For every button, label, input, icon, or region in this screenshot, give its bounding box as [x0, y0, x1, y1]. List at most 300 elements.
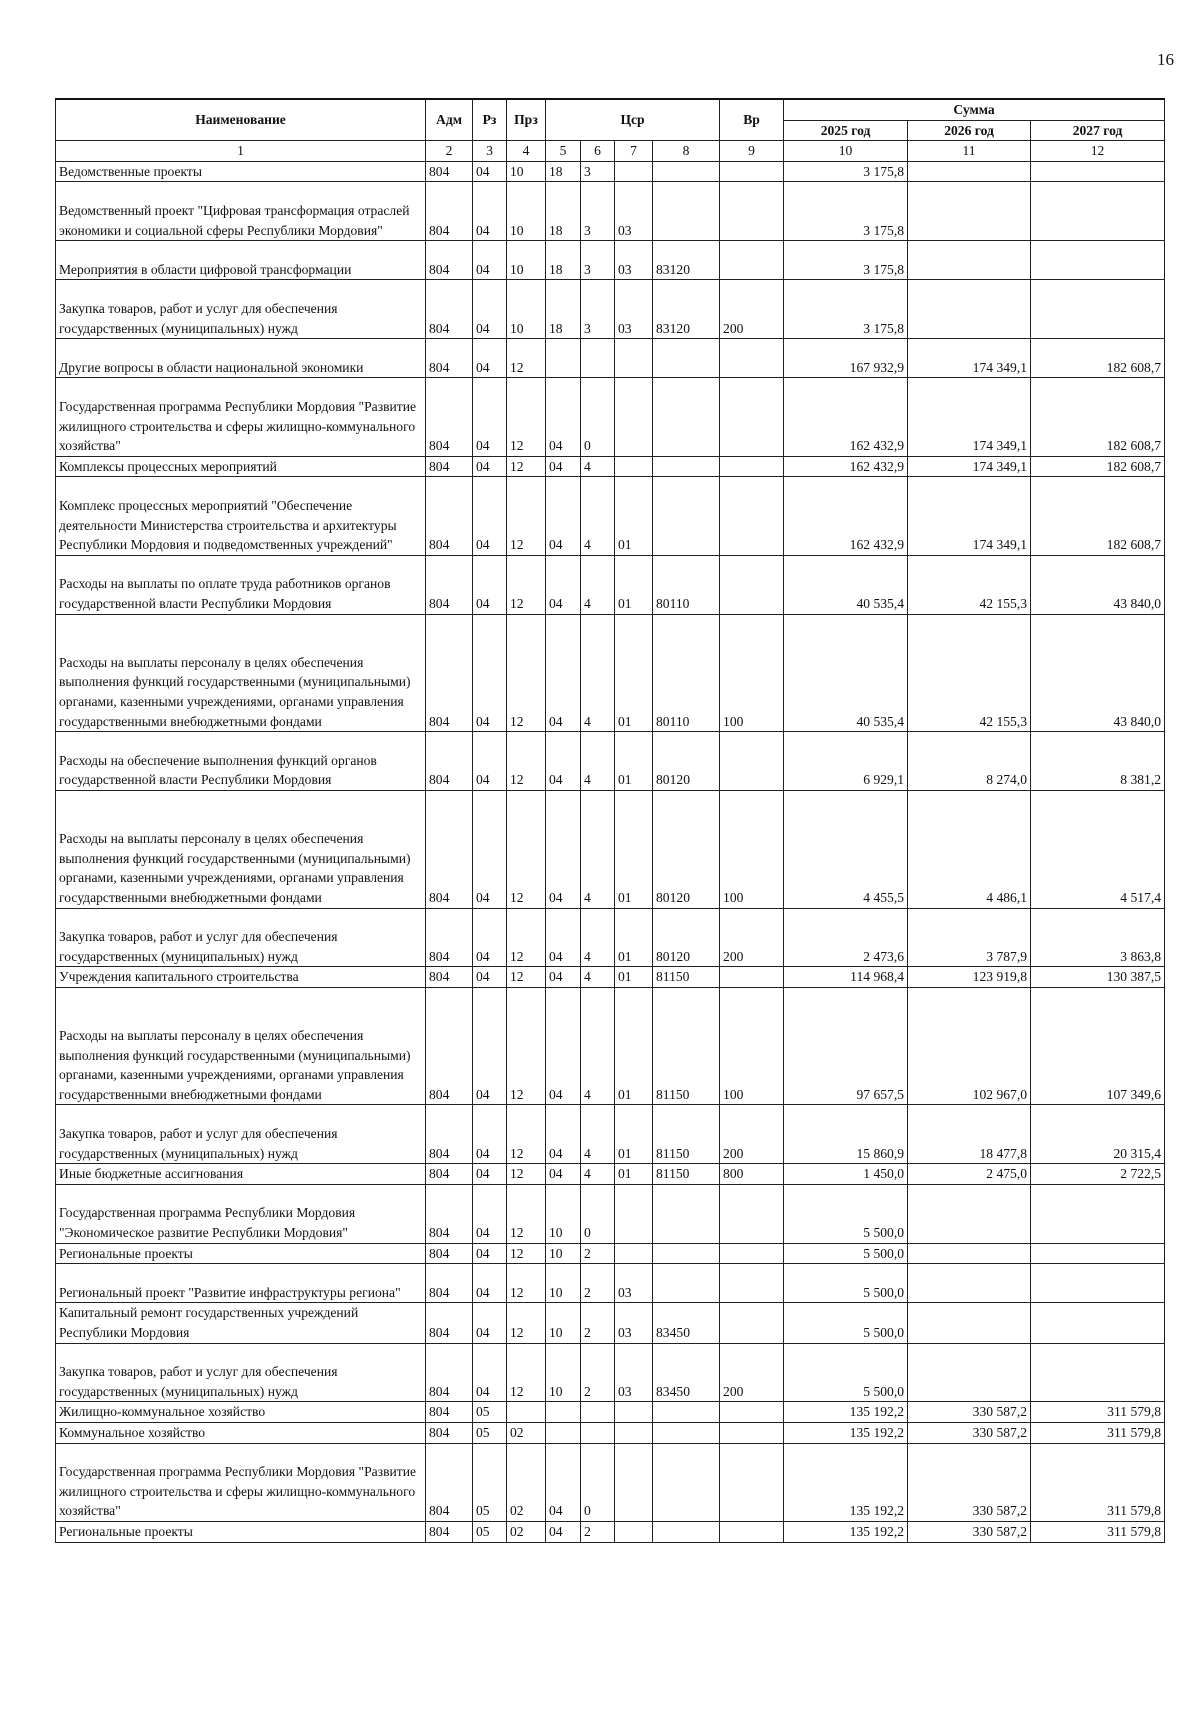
table-row [56, 987, 1165, 1105]
cell-rz: 04 [473, 280, 507, 339]
cell-rz: 04 [473, 1243, 507, 1264]
cell-prz: 12 [507, 908, 546, 967]
cell-sum-2026: 330 587,2 [908, 1423, 1031, 1444]
table-row [56, 1402, 1165, 1423]
cell-csr-7: 01 [615, 908, 653, 967]
cell-sum-2026: 174 349,1 [908, 456, 1031, 477]
cell-sum-2025: 167 932,9 [784, 339, 908, 378]
cell-sum-2027: 182 608,7 [1031, 378, 1165, 456]
row-name: Комплексы процессных мероприятий [56, 456, 426, 477]
cell-vr: 100 [720, 614, 784, 732]
header-csr: Цср [546, 99, 720, 141]
cell-csr-8 [653, 1522, 720, 1543]
cell-sum-2026: 2 475,0 [908, 1164, 1031, 1185]
cell-csr-8 [653, 339, 720, 378]
column-number: 9 [720, 141, 784, 162]
cell-csr-5: 10 [546, 1303, 581, 1343]
cell-sum-2027: 3 863,8 [1031, 908, 1165, 967]
cell-csr-8 [653, 477, 720, 555]
cell-sum-2025: 5 500,0 [784, 1303, 908, 1343]
cell-sum-2027: 2 722,5 [1031, 1164, 1165, 1185]
cell-csr-8: 81150 [653, 967, 720, 988]
cell-csr-8 [653, 456, 720, 477]
cell-csr-8: 83450 [653, 1303, 720, 1343]
cell-csr-6: 3 [581, 280, 615, 339]
table-row [56, 339, 1165, 378]
cell-sum-2025: 2 473,6 [784, 908, 908, 967]
cell-csr-6: 4 [581, 1164, 615, 1185]
cell-csr-6: 2 [581, 1343, 615, 1402]
cell-sum-2025: 15 860,9 [784, 1105, 908, 1164]
cell-sum-2027: 182 608,7 [1031, 339, 1165, 378]
cell-sum-2025: 135 192,2 [784, 1443, 908, 1521]
cell-adm: 804 [426, 908, 473, 967]
cell-csr-8: 80120 [653, 732, 720, 791]
cell-csr-6: 2 [581, 1303, 615, 1343]
cell-rz: 04 [473, 614, 507, 732]
cell-sum-2027 [1031, 1343, 1165, 1402]
table-row [56, 1105, 1165, 1164]
cell-adm: 804 [426, 241, 473, 280]
cell-sum-2025: 162 432,9 [784, 477, 908, 555]
cell-rz: 04 [473, 241, 507, 280]
cell-rz: 04 [473, 378, 507, 456]
cell-sum-2027 [1031, 182, 1165, 241]
column-number: 3 [473, 141, 507, 162]
table-row [56, 1264, 1165, 1303]
cell-csr-7 [615, 1243, 653, 1264]
table-row [56, 241, 1165, 280]
cell-prz: 12 [507, 967, 546, 988]
cell-csr-5: 04 [546, 732, 581, 791]
table-body [56, 161, 1165, 1542]
cell-sum-2026: 102 967,0 [908, 987, 1031, 1105]
cell-prz: 12 [507, 790, 546, 908]
row-name: Региональные проекты [56, 1522, 426, 1543]
cell-sum-2026: 8 274,0 [908, 732, 1031, 791]
cell-vr [720, 1423, 784, 1444]
cell-csr-5: 04 [546, 614, 581, 732]
row-name: Региональные проекты [56, 1243, 426, 1264]
cell-csr-8 [653, 1243, 720, 1264]
cell-rz: 04 [473, 456, 507, 477]
cell-sum-2025: 135 192,2 [784, 1522, 908, 1543]
cell-prz: 10 [507, 280, 546, 339]
column-number: 10 [784, 141, 908, 162]
cell-sum-2025: 4 455,5 [784, 790, 908, 908]
cell-sum-2025: 162 432,9 [784, 378, 908, 456]
cell-csr-7: 01 [615, 967, 653, 988]
column-number: 8 [653, 141, 720, 162]
header-year-2026: 2026 год [908, 120, 1031, 141]
cell-prz: 12 [507, 456, 546, 477]
cell-csr-7: 01 [615, 614, 653, 732]
row-name: Закупка товаров, работ и услуг для обеспечения государственных (муниципальных) нужд [56, 908, 426, 967]
cell-csr-7: 01 [615, 1164, 653, 1185]
row-name: Мероприятия в области цифровой трансформации [56, 241, 426, 280]
cell-vr: 200 [720, 1105, 784, 1164]
cell-sum-2026 [908, 1343, 1031, 1402]
cell-rz: 04 [473, 967, 507, 988]
column-number: 7 [615, 141, 653, 162]
table-row [56, 908, 1165, 967]
cell-vr [720, 182, 784, 241]
cell-csr-5: 04 [546, 1443, 581, 1521]
cell-rz: 04 [473, 1264, 507, 1303]
cell-csr-6: 4 [581, 614, 615, 732]
row-name: Ведомственный проект "Цифровая трансформация отраслей экономики и социальной сферы Республики Мордовия" [56, 182, 426, 241]
column-number: 12 [1031, 141, 1165, 162]
cell-sum-2027: 43 840,0 [1031, 555, 1165, 614]
cell-prz: 12 [507, 1243, 546, 1264]
cell-csr-7: 03 [615, 280, 653, 339]
cell-csr-8 [653, 1402, 720, 1423]
row-name: Капитальный ремонт государственных учреждений Республики Мордовия [56, 1303, 426, 1343]
cell-csr-7: 01 [615, 732, 653, 791]
cell-rz: 04 [473, 339, 507, 378]
cell-csr-7 [615, 1184, 653, 1243]
cell-vr [720, 161, 784, 182]
cell-adm: 804 [426, 280, 473, 339]
header-sum: Сумма [784, 99, 1165, 120]
cell-rz: 04 [473, 987, 507, 1105]
cell-csr-5: 18 [546, 182, 581, 241]
cell-csr-8 [653, 161, 720, 182]
cell-adm: 804 [426, 1164, 473, 1185]
cell-sum-2027 [1031, 1184, 1165, 1243]
table-row [56, 967, 1165, 988]
cell-csr-5: 10 [546, 1343, 581, 1402]
cell-sum-2025: 114 968,4 [784, 967, 908, 988]
cell-csr-6: 0 [581, 1443, 615, 1521]
cell-sum-2025: 97 657,5 [784, 987, 908, 1105]
cell-adm: 804 [426, 378, 473, 456]
cell-csr-6: 4 [581, 967, 615, 988]
cell-adm: 804 [426, 987, 473, 1105]
cell-rz: 04 [473, 555, 507, 614]
cell-vr [720, 1184, 784, 1243]
cell-sum-2027: 130 387,5 [1031, 967, 1165, 988]
cell-csr-8: 80120 [653, 790, 720, 908]
cell-adm: 804 [426, 477, 473, 555]
cell-prz: 12 [507, 555, 546, 614]
table-row [56, 1423, 1165, 1444]
table-row [56, 477, 1165, 555]
cell-csr-5: 04 [546, 790, 581, 908]
cell-csr-5: 10 [546, 1184, 581, 1243]
cell-adm: 804 [426, 555, 473, 614]
row-name: Закупка товаров, работ и услуг для обеспечения государственных (муниципальных) нужд [56, 1343, 426, 1402]
cell-prz: 12 [507, 1105, 546, 1164]
row-name: Расходы на обеспечение выполнения функций органов государственной власти Республики Мордовия [56, 732, 426, 791]
cell-csr-6: 2 [581, 1264, 615, 1303]
cell-sum-2027: 182 608,7 [1031, 477, 1165, 555]
cell-prz: 12 [507, 732, 546, 791]
header-year-2027: 2027 год [1031, 120, 1165, 141]
cell-sum-2026: 174 349,1 [908, 339, 1031, 378]
cell-csr-7: 03 [615, 182, 653, 241]
cell-sum-2025: 135 192,2 [784, 1402, 908, 1423]
cell-sum-2025: 162 432,9 [784, 456, 908, 477]
cell-sum-2025: 3 175,8 [784, 182, 908, 241]
cell-prz: 02 [507, 1423, 546, 1444]
cell-csr-5 [546, 1423, 581, 1444]
cell-csr-6: 4 [581, 1105, 615, 1164]
cell-csr-6 [581, 1402, 615, 1423]
cell-vr [720, 241, 784, 280]
cell-rz: 04 [473, 1303, 507, 1343]
column-number: 11 [908, 141, 1031, 162]
cell-prz: 12 [507, 987, 546, 1105]
cell-sum-2027 [1031, 1243, 1165, 1264]
cell-csr-8: 80110 [653, 555, 720, 614]
table-row [56, 1343, 1165, 1402]
cell-sum-2026: 330 587,2 [908, 1443, 1031, 1521]
column-number: 5 [546, 141, 581, 162]
cell-csr-5 [546, 339, 581, 378]
header-prz: Прз [507, 99, 546, 141]
cell-rz: 04 [473, 182, 507, 241]
cell-vr [720, 1443, 784, 1521]
cell-csr-8: 83450 [653, 1343, 720, 1402]
cell-sum-2027 [1031, 280, 1165, 339]
cell-vr [720, 1243, 784, 1264]
cell-csr-5: 04 [546, 555, 581, 614]
cell-sum-2025: 5 500,0 [784, 1343, 908, 1402]
cell-rz: 04 [473, 732, 507, 791]
cell-csr-5: 04 [546, 378, 581, 456]
cell-sum-2027: 311 579,8 [1031, 1443, 1165, 1521]
cell-rz: 05 [473, 1522, 507, 1543]
cell-sum-2025: 40 535,4 [784, 614, 908, 732]
cell-rz: 04 [473, 161, 507, 182]
cell-vr [720, 555, 784, 614]
cell-csr-7: 03 [615, 241, 653, 280]
cell-vr [720, 378, 784, 456]
table-row [56, 1443, 1165, 1521]
cell-csr-8 [653, 1184, 720, 1243]
cell-sum-2027: 4 517,4 [1031, 790, 1165, 908]
cell-adm: 804 [426, 456, 473, 477]
cell-sum-2026 [908, 1243, 1031, 1264]
cell-sum-2026: 42 155,3 [908, 555, 1031, 614]
cell-csr-5: 04 [546, 1105, 581, 1164]
cell-csr-6: 4 [581, 908, 615, 967]
cell-csr-6: 3 [581, 241, 615, 280]
cell-vr [720, 339, 784, 378]
page-number: 16 [1157, 50, 1174, 69]
cell-prz: 12 [507, 614, 546, 732]
table-row [56, 1303, 1165, 1343]
cell-sum-2027 [1031, 1264, 1165, 1303]
cell-vr [720, 967, 784, 988]
row-name: Другие вопросы в области национальной экономики [56, 339, 426, 378]
cell-sum-2026 [908, 1184, 1031, 1243]
column-number: 2 [426, 141, 473, 162]
table-row [56, 280, 1165, 339]
cell-rz: 04 [473, 790, 507, 908]
cell-sum-2026: 330 587,2 [908, 1522, 1031, 1543]
cell-adm: 804 [426, 1423, 473, 1444]
cell-csr-5: 04 [546, 1522, 581, 1543]
cell-sum-2026: 42 155,3 [908, 614, 1031, 732]
cell-sum-2027: 107 349,6 [1031, 987, 1165, 1105]
cell-csr-7 [615, 1522, 653, 1543]
cell-sum-2026: 18 477,8 [908, 1105, 1031, 1164]
cell-sum-2026 [908, 280, 1031, 339]
cell-rz: 04 [473, 1164, 507, 1185]
cell-csr-5: 18 [546, 280, 581, 339]
cell-vr: 200 [720, 280, 784, 339]
cell-sum-2025: 3 175,8 [784, 241, 908, 280]
cell-rz: 04 [473, 1105, 507, 1164]
table-row [56, 614, 1165, 732]
cell-sum-2027 [1031, 241, 1165, 280]
cell-sum-2026: 174 349,1 [908, 477, 1031, 555]
cell-csr-8 [653, 1443, 720, 1521]
cell-csr-7 [615, 339, 653, 378]
cell-prz: 02 [507, 1443, 546, 1521]
cell-csr-6: 3 [581, 161, 615, 182]
cell-adm: 804 [426, 1264, 473, 1303]
cell-adm: 804 [426, 1243, 473, 1264]
cell-vr: 200 [720, 908, 784, 967]
row-name: Расходы на выплаты персоналу в целях обеспечения выполнения функций государственными (муниципальными) органами, казенными учреждениями, органами управления государственными внебюджетными фондами [56, 790, 426, 908]
row-name: Комплекс процессных мероприятий "Обеспечение деятельности Министерства строительства и архитектуры Республики Мордовия и подведомственных учреждений" [56, 477, 426, 555]
cell-csr-5: 10 [546, 1264, 581, 1303]
table-row [56, 182, 1165, 241]
cell-csr-8: 81150 [653, 1164, 720, 1185]
cell-csr-7: 01 [615, 790, 653, 908]
cell-csr-7: 03 [615, 1343, 653, 1402]
table-row [56, 555, 1165, 614]
cell-csr-6: 2 [581, 1243, 615, 1264]
column-number: 1 [56, 141, 426, 162]
cell-prz: 12 [507, 1303, 546, 1343]
cell-rz: 04 [473, 908, 507, 967]
cell-csr-7: 03 [615, 1303, 653, 1343]
cell-csr-8: 81150 [653, 987, 720, 1105]
cell-csr-5: 18 [546, 241, 581, 280]
cell-sum-2027: 182 608,7 [1031, 456, 1165, 477]
cell-vr: 100 [720, 790, 784, 908]
cell-vr: 200 [720, 1343, 784, 1402]
table-row [56, 1184, 1165, 1243]
cell-sum-2027 [1031, 161, 1165, 182]
cell-csr-7 [615, 1423, 653, 1444]
row-name: Закупка товаров, работ и услуг для обеспечения государственных (муниципальных) нужд [56, 1105, 426, 1164]
cell-adm: 804 [426, 1303, 473, 1343]
cell-csr-5: 18 [546, 161, 581, 182]
cell-sum-2025: 135 192,2 [784, 1423, 908, 1444]
cell-csr-6 [581, 339, 615, 378]
cell-rz: 04 [473, 1343, 507, 1402]
header-vr: Вр [720, 99, 784, 141]
row-name: Жилищно-коммунальное хозяйство [56, 1402, 426, 1423]
cell-csr-7 [615, 1443, 653, 1521]
cell-prz: 10 [507, 241, 546, 280]
cell-csr-6: 4 [581, 790, 615, 908]
row-name: Государственная программа Республики Мордовия "Экономическое развитие Республики Мордовия" [56, 1184, 426, 1243]
cell-vr: 100 [720, 987, 784, 1105]
cell-sum-2027: 311 579,8 [1031, 1423, 1165, 1444]
cell-csr-6: 2 [581, 1522, 615, 1543]
cell-sum-2026: 174 349,1 [908, 378, 1031, 456]
cell-adm: 804 [426, 1402, 473, 1423]
cell-csr-8: 80120 [653, 908, 720, 967]
budget-table [55, 98, 1165, 1543]
cell-vr [720, 1522, 784, 1543]
cell-adm: 804 [426, 1522, 473, 1543]
cell-csr-7: 03 [615, 1264, 653, 1303]
table-row [56, 456, 1165, 477]
cell-csr-8 [653, 1264, 720, 1303]
cell-rz: 05 [473, 1402, 507, 1423]
cell-sum-2025: 3 175,8 [784, 161, 908, 182]
table-row [56, 1164, 1165, 1185]
row-name: Расходы на выплаты по оплате труда работников органов государственной власти Республики Мордовия [56, 555, 426, 614]
cell-adm: 804 [426, 161, 473, 182]
cell-vr [720, 456, 784, 477]
header-name: Наименование [56, 99, 426, 141]
cell-csr-6: 4 [581, 732, 615, 791]
cell-sum-2025: 6 929,1 [784, 732, 908, 791]
row-name: Коммунальное хозяйство [56, 1423, 426, 1444]
cell-sum-2025: 5 500,0 [784, 1243, 908, 1264]
table-row [56, 732, 1165, 791]
table-row [56, 1243, 1165, 1264]
cell-prz: 12 [507, 1184, 546, 1243]
table-row [56, 378, 1165, 456]
cell-vr [720, 1402, 784, 1423]
cell-vr [720, 1264, 784, 1303]
cell-csr-8 [653, 378, 720, 456]
cell-prz: 10 [507, 161, 546, 182]
cell-prz [507, 1402, 546, 1423]
header-adm: Адм [426, 99, 473, 141]
cell-prz: 10 [507, 182, 546, 241]
cell-sum-2026: 4 486,1 [908, 790, 1031, 908]
cell-csr-7: 01 [615, 477, 653, 555]
row-name: Ведомственные проекты [56, 161, 426, 182]
cell-sum-2025: 5 500,0 [784, 1184, 908, 1243]
cell-vr [720, 477, 784, 555]
cell-rz: 04 [473, 1184, 507, 1243]
cell-adm: 804 [426, 967, 473, 988]
table-row [56, 161, 1165, 182]
cell-sum-2026: 330 587,2 [908, 1402, 1031, 1423]
row-name: Государственная программа Республики Мордовия "Развитие жилищного строительства и сферы жилищно-коммунального хозяйства" [56, 1443, 426, 1521]
cell-csr-6: 0 [581, 1184, 615, 1243]
cell-csr-5: 04 [546, 987, 581, 1105]
cell-csr-8 [653, 1423, 720, 1444]
cell-rz: 05 [473, 1423, 507, 1444]
column-number: 6 [581, 141, 615, 162]
cell-csr-5: 04 [546, 908, 581, 967]
cell-adm: 804 [426, 1443, 473, 1521]
cell-csr-7: 01 [615, 1105, 653, 1164]
cell-sum-2027: 20 315,4 [1031, 1105, 1165, 1164]
cell-adm: 804 [426, 182, 473, 241]
cell-adm: 804 [426, 790, 473, 908]
cell-sum-2027: 311 579,8 [1031, 1402, 1165, 1423]
column-number: 4 [507, 141, 546, 162]
cell-vr [720, 732, 784, 791]
cell-sum-2027: 311 579,8 [1031, 1522, 1165, 1543]
cell-prz: 12 [507, 1264, 546, 1303]
cell-csr-6 [581, 1423, 615, 1444]
cell-adm: 804 [426, 614, 473, 732]
